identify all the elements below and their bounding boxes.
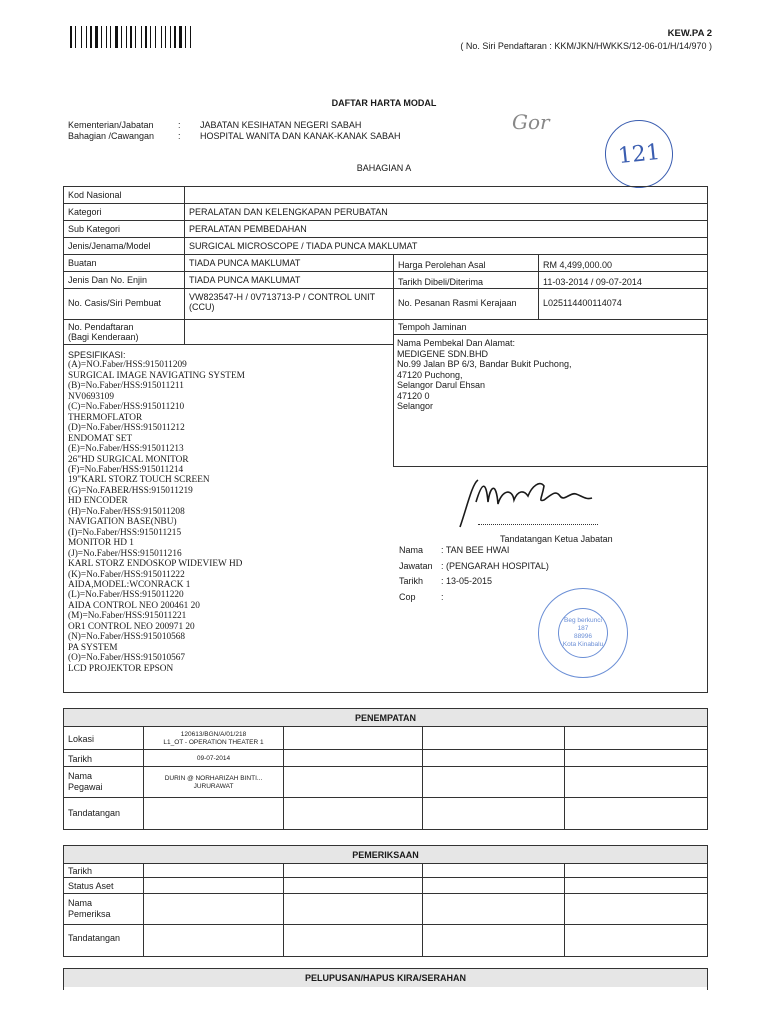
- harga-label: Harga Perolehan Asal: [398, 260, 486, 270]
- kod-nasional-label: Kod Nasional: [68, 190, 122, 200]
- nama-pegawai-label: [68, 771, 103, 793]
- divider: [63, 203, 708, 204]
- jawatan-value: : (PENGARAH HOSPITAL): [441, 560, 549, 571]
- pesanan-label: No. Pesanan Rasmi Kerajaan: [398, 298, 517, 308]
- lokasi-value: [144, 731, 283, 747]
- barcode-bar: [75, 26, 76, 48]
- specification-line: (C)=No.Faber/HSS:915011210: [68, 402, 185, 413]
- barcode-bar: [119, 26, 120, 48]
- specification-line: AIDA CONTROL NEO 200461 20: [68, 600, 200, 611]
- barcode-bar: [170, 26, 171, 48]
- barcode-bar: [135, 26, 136, 48]
- official-stamp: [538, 588, 628, 678]
- tarikh-penempatan-value: 09-07-2014: [196, 755, 231, 762]
- barcode-bar: [126, 26, 127, 48]
- stamp-inner: [558, 608, 608, 658]
- barcode-bar: [93, 26, 94, 48]
- casis-value: VW823547-H / 0V713713-P / CONTROL UNIT (CCU): [189, 292, 375, 312]
- divider: [393, 334, 708, 335]
- divider: [538, 254, 539, 320]
- buatan-value: TIADA PUNCA MAKLUMAT: [189, 258, 301, 268]
- barcode-bar: [145, 26, 147, 48]
- supplier-address-line: MEDIGENE SDN.BHD: [397, 348, 489, 359]
- jenis-label: Jenis/Jenama/Model: [68, 241, 151, 251]
- barcode-bar: [83, 26, 85, 48]
- specification-line: (G)=No.FABER/HSS:915011219: [68, 485, 193, 496]
- stamp-text: 88996: [573, 633, 593, 640]
- penempatan-title: PENEMPATAN: [64, 709, 707, 727]
- specification-line: (O)=No.Faber/HSS:915010567: [68, 653, 186, 664]
- ministry-label: Kementerian/Jabatan: [68, 120, 154, 130]
- specification-line: ENDOMAT SET: [68, 433, 133, 444]
- barcode-bar: [174, 26, 176, 48]
- form-header: [460, 28, 712, 52]
- barcode-bar: [81, 26, 82, 48]
- divider: [63, 271, 708, 272]
- barcode-bar: [179, 26, 182, 48]
- pelupusan-title: PELUPUSAN/HAPUS KIRA/SERAHAN: [64, 969, 707, 987]
- section-label: BAHAGIAN A: [356, 163, 412, 173]
- supplier-address-line: 47120 Puchong,: [397, 369, 463, 380]
- buatan-label: Buatan: [68, 258, 97, 268]
- specification-line: OR1 CONTROL NEO 200971 20: [68, 621, 195, 632]
- specification-line: HD ENCODER: [68, 496, 128, 507]
- divider: [283, 726, 284, 830]
- tarikh-dibeli-value: 11-03-2014 / 09-07-2014: [543, 277, 642, 287]
- supplier-address-line: 47120 0: [397, 390, 430, 401]
- specification-line: KARL STORZ ENDOSKOP WIDEVIEW HD: [68, 559, 243, 570]
- nama-label: Nama: [399, 545, 424, 555]
- tandatangan-pemeriksaan-label: Tandatangan: [68, 933, 121, 943]
- barcode-bar: [112, 26, 114, 48]
- tarikh-penempatan-label: Tarikh: [68, 754, 93, 764]
- stamp-text: Kota Kinabalu: [562, 641, 604, 648]
- barcode-bar: [128, 26, 129, 48]
- barcode-bar: [101, 26, 102, 48]
- ministry-info: [68, 120, 401, 142]
- specification-line: (E)=No.Faber/HSS:915011213: [68, 444, 184, 455]
- barcode-bar: [183, 26, 184, 48]
- barcode-bar: [163, 26, 164, 48]
- barcode-bar: [141, 26, 142, 48]
- divider: [63, 254, 708, 255]
- stamp-text: Beg berkunci 187: [564, 617, 602, 632]
- document-title: DAFTAR HARTA MODAL: [331, 98, 437, 108]
- tandatangan-penempatan-label: Tandatangan: [68, 808, 121, 818]
- nama-pegawai-value: [144, 775, 283, 791]
- divider: [184, 186, 185, 344]
- sub-kategori-value: PERALATAN PEMBEDAHAN: [189, 224, 307, 234]
- barcode-bar: [190, 26, 191, 48]
- pelupusan-section: [63, 968, 708, 990]
- registration-number: ( No. Siri Pendaftaran : KKM/JKN/HWKKS/12-06-01/H/14/970 ): [460, 41, 712, 51]
- barcode: [70, 26, 235, 48]
- specification-line: (A)=NO.Faber/HSS:915011209: [68, 360, 187, 371]
- nama-pegawai-label-1: Nama: [68, 771, 93, 781]
- jaminan-label: Tempoh Jaminan: [398, 322, 467, 332]
- form-code: KEW.PA 2: [667, 28, 712, 39]
- kategori-value: PERALATAN DAN KELENGKAPAN PERUBATAN: [189, 207, 388, 217]
- specification-label: SPESIFIKASI:: [68, 350, 126, 360]
- signature-label: Tandatangan Ketua Jabatan: [500, 534, 613, 544]
- specification-line: (F)=No.Faber/HSS:915011214: [68, 464, 184, 475]
- jenis-value: SURGICAL MICROSCOPE / TIADA PUNCA MAKLUMAT: [189, 241, 418, 251]
- barcode-bar: [165, 26, 166, 48]
- division-value: HOSPITAL WANITA DAN KANAK-KANAK SABAH: [200, 131, 401, 141]
- handwritten-note: Gor: [512, 110, 550, 134]
- supplier-label: Nama Pembekal Dan Alamat:: [397, 338, 516, 348]
- enjin-label: Jenis Dan No. Enjin: [68, 275, 148, 285]
- barcode-bar: [99, 26, 100, 48]
- divider: [393, 466, 708, 467]
- tarikh-label: Tarikh: [399, 576, 424, 586]
- cop-value: :: [441, 591, 444, 602]
- divider: [63, 766, 708, 767]
- specification-line: THERMOFLATOR: [68, 412, 143, 423]
- divider: [393, 254, 394, 466]
- barcode-bar: [77, 26, 80, 48]
- enjin-value: TIADA PUNCA MAKLUMAT: [189, 275, 301, 285]
- barcode-bar: [150, 26, 151, 48]
- supplier-address-line: No.99 Jalan BP 6/3, Bandar Bukit Puchong,: [397, 359, 572, 369]
- circled-number: 121: [602, 117, 677, 192]
- divider: [63, 877, 708, 878]
- nama-pegawai-label-2: Pegawai: [68, 782, 103, 792]
- signer-info: [399, 543, 549, 605]
- barcode-bar: [123, 26, 125, 48]
- barcode-bar: [130, 26, 132, 48]
- harga-value: RM 4,499,000.00: [543, 260, 613, 270]
- nama-pemeriksa-label-1: Nama: [68, 898, 93, 908]
- signature-line: [478, 524, 598, 525]
- specification-line: LCD PROJEKTOR EPSON: [68, 663, 174, 674]
- divider: [422, 726, 423, 830]
- barcode-bar: [133, 26, 134, 48]
- lokasi-name: L1_OT - OPERATION THEATER 1: [163, 739, 264, 746]
- specification-line: NAVIGATION BASE(NBU): [68, 517, 177, 528]
- divider: [63, 893, 708, 894]
- barcode-bar: [86, 26, 87, 48]
- divider: [63, 344, 393, 345]
- barcode-bar: [115, 26, 118, 48]
- tarikh-value: : 13-05-2015: [441, 576, 493, 586]
- specification-line: (J)=No.Faber/HSS:915011216: [68, 548, 182, 559]
- specification-line: MONITOR HD 1: [68, 538, 134, 549]
- specification-line: (N)=No.Faber/HSS:915010568: [68, 632, 186, 643]
- barcode-bar: [185, 26, 186, 48]
- kategori-label: Kategori: [68, 207, 102, 217]
- divider: [564, 863, 565, 957]
- barcode-bar: [177, 26, 178, 48]
- lokasi-code: 120613/BGN/A/01/218: [180, 731, 247, 738]
- penempatan-section: [63, 708, 708, 830]
- specification-line: (D)=No.Faber/HSS:915011212: [68, 423, 185, 434]
- barcode-bar: [167, 26, 169, 48]
- casis-label: No. Casis/Siri Pembuat: [68, 298, 162, 308]
- pegawai-name: DURIN @ NORHARIZAH BINTI...: [164, 775, 263, 782]
- specification-line: SURGICAL IMAGE NAVIGATING SYSTEM: [68, 370, 245, 381]
- divider: [63, 220, 708, 221]
- nama-value: : TAN BEE HWAI: [441, 545, 510, 555]
- supplier-block: [397, 338, 697, 412]
- specification-line: NV0693109: [68, 391, 114, 402]
- divider: [422, 863, 423, 957]
- barcode-bar: [148, 26, 149, 48]
- barcode-bar: [143, 26, 144, 48]
- pendaftaran-label: No. Pendaftaran: [68, 322, 134, 332]
- specification-line: (K)=No.Faber/HSS:915011222: [68, 569, 185, 580]
- specification-list: [68, 350, 388, 674]
- signature: [452, 472, 602, 532]
- barcode-bar: [161, 26, 162, 48]
- lokasi-label: Lokasi: [68, 734, 95, 744]
- barcode-bar: [73, 26, 74, 48]
- supplier-address-line: Selangor Darul Ehsan: [397, 380, 486, 390]
- pemeriksaan-section: [63, 845, 708, 957]
- specification-line: (M)=No.Faber/HSS:915011221: [68, 611, 187, 622]
- specification-line: AIDA,MODEL:WCONRACK 1: [68, 579, 191, 590]
- colon: :: [178, 131, 181, 141]
- barcode-bar: [95, 26, 98, 48]
- divider: [63, 288, 708, 289]
- specification-line: (I)=No.Faber/HSS:915011215: [68, 527, 182, 538]
- specification-line: (B)=No.Faber/HSS:915011211: [68, 381, 184, 392]
- barcode-bar: [192, 26, 193, 48]
- divider: [63, 319, 708, 320]
- tarikh-dibeli-label: Tarikh Dibeli/Diterima: [398, 277, 484, 287]
- divider: [63, 797, 708, 798]
- divider: [283, 863, 284, 957]
- pendaftaran-sublabel: (Bagi Kenderaan): [68, 332, 139, 342]
- barcode-bar: [106, 26, 107, 48]
- cop-label: Cop: [399, 591, 416, 602]
- supplier-address-line: Selangor: [397, 401, 434, 411]
- barcode-bar: [108, 26, 109, 48]
- divider: [143, 863, 144, 957]
- jawatan-label: Jawatan: [399, 560, 433, 571]
- barcode-bar: [103, 26, 105, 48]
- divider: [564, 726, 565, 830]
- barcode-bar: [172, 26, 173, 48]
- status-aset-label: Status Aset: [68, 881, 114, 891]
- barcode-bar: [110, 26, 111, 48]
- barcode-bar: [157, 26, 160, 48]
- barcode-bar: [155, 26, 156, 48]
- pemeriksaan-title: PEMERIKSAAN: [64, 846, 707, 864]
- barcode-bar: [70, 26, 72, 48]
- barcode-bar: [187, 26, 189, 48]
- nama-pemeriksa-label-2: Pemeriksa: [68, 909, 111, 919]
- divider: [63, 237, 708, 238]
- barcode-bar: [90, 26, 92, 48]
- ministry-value: JABATAN KESIHATAN NEGERI SABAH: [200, 120, 362, 130]
- pesanan-value: L025114400114074: [543, 298, 622, 308]
- specification-line: 26"HD SURGICAL MONITOR: [68, 454, 189, 465]
- division-label: Bahagian /Cawangan: [68, 131, 155, 141]
- sub-kategori-label: Sub Kategori: [68, 224, 121, 234]
- specification-line: 19"KARL STORZ TOUCH SCREEN: [68, 475, 210, 486]
- specification-line: (H)=No.Faber/HSS:915011208: [68, 506, 185, 517]
- barcode-bar: [137, 26, 140, 48]
- specification-line: (L)=No.Faber/HSS:915011220: [68, 590, 184, 601]
- barcode-bar: [152, 26, 154, 48]
- tarikh-pemeriksaan-label: Tarikh: [68, 866, 93, 876]
- specification-line: PA SYSTEM: [68, 642, 118, 653]
- nama-pemeriksa-label: [68, 898, 111, 920]
- divider: [63, 749, 708, 750]
- pegawai-title: JURURAWAT: [193, 783, 234, 790]
- colon: :: [178, 120, 181, 130]
- divider: [63, 924, 708, 925]
- barcode-bar: [121, 26, 122, 48]
- barcode-bar: [88, 26, 89, 48]
